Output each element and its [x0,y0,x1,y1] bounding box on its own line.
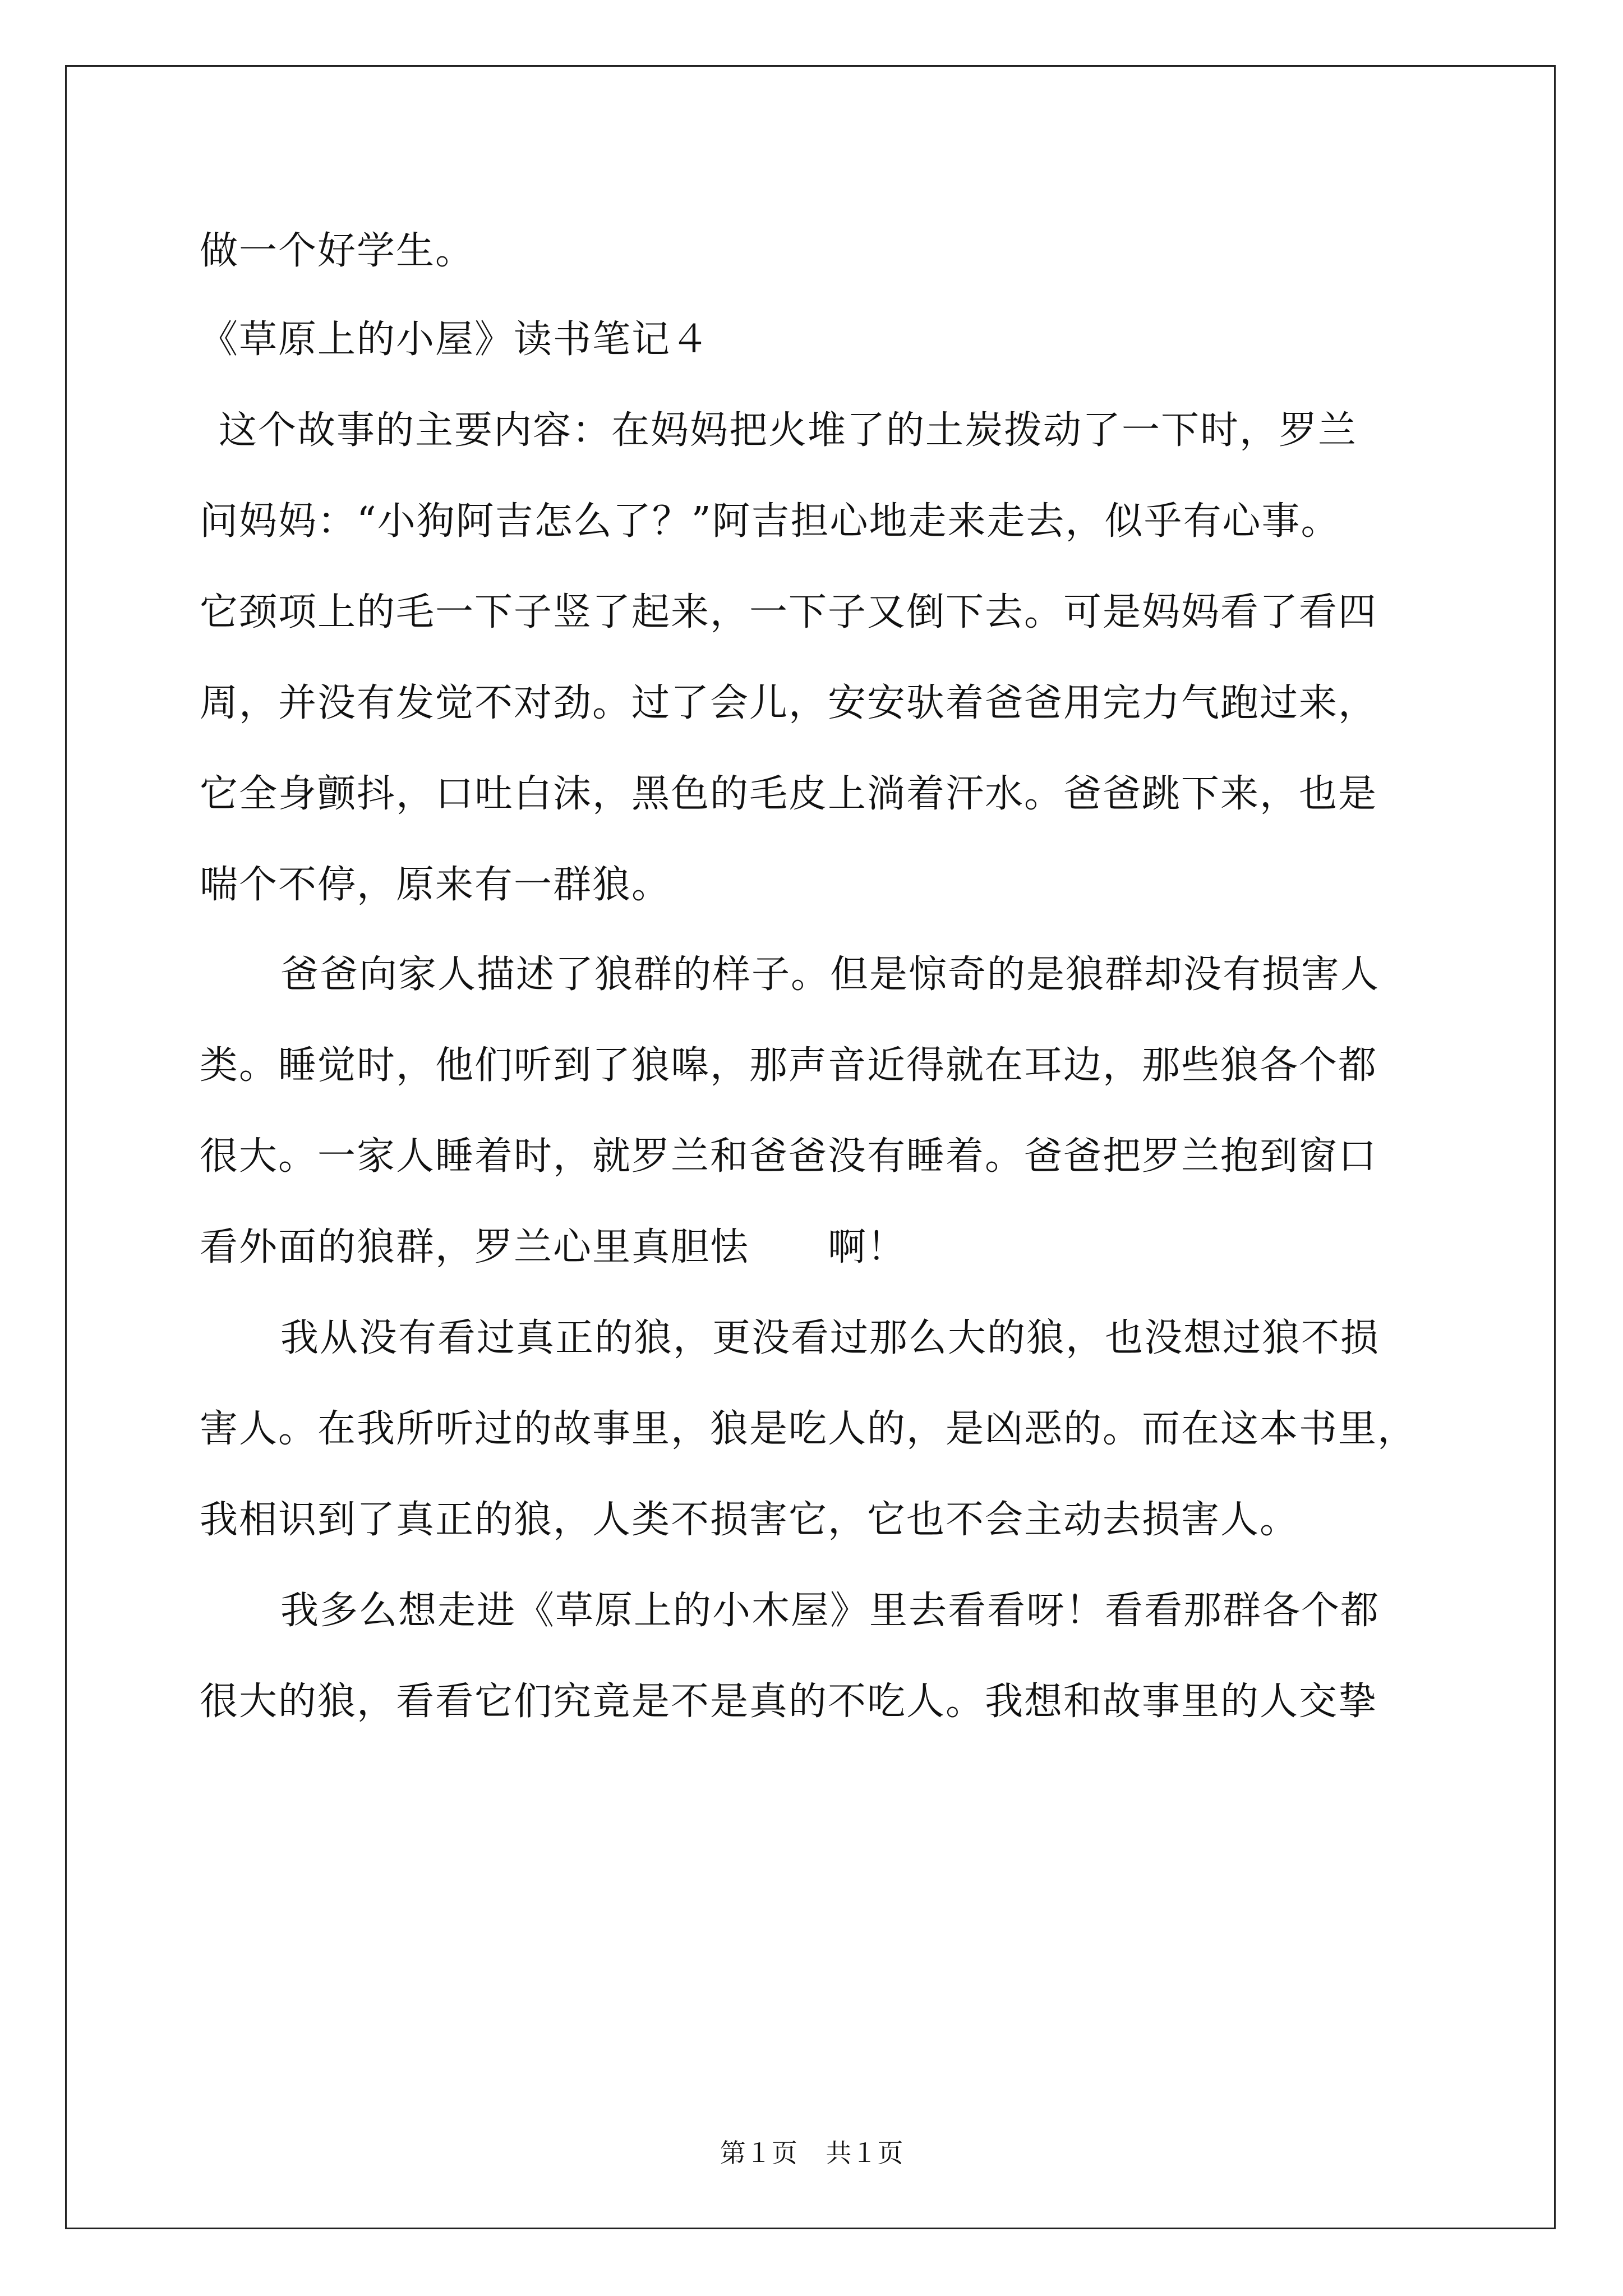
page-total: 共１页 [826,2138,903,2168]
text-line: 它颈项上的毛一下子竖了起来，一下子又倒下去。可是妈妈看了看四 [200,590,1378,634]
text-line: 爸爸向家人描述了狼群的样子。但是惊奇的是狼群却没有损害人 [280,953,1380,997]
text-line: 问妈妈：“小狗阿吉怎么了？”阿吉担心地走来走去，似乎有心事。 [200,499,1340,544]
text-line: 周，并没有发觉不对劲。过了会儿，安安驮着爸爸用完力气跑过来， [200,681,1378,725]
text-line: 它全身颤抖，口吐白沫，黑色的毛皮上淌着汗水。爸爸跳下来，也是 [200,772,1378,816]
text-line: 我多么想走进《草原上的小木屋》里去看看呀！看看那群各个都 [280,1589,1380,1633]
text-line: 类。睡觉时，他们听到了狼嗥，那声音近得就在耳边，那些狼各个都 [200,1043,1378,1088]
text-line: 很大。一家人睡着时，就罗兰和爸爸没有睡着。爸爸把罗兰抱到窗口 [200,1134,1378,1179]
page-footer [0,2137,1623,2169]
text-line: 我相识到了真正的狼，人类不损害它，它也不会主动去损害人。 [200,1498,1299,1542]
text-line: 害人。在我所听过的故事里，狼是吃人的，是凶恶的。而在这本书里， [200,1407,1417,1451]
section-heading: 《草原上的小屋》读书笔记４ [200,318,711,362]
page-number: 第１页 [720,2138,797,2168]
text-line: 喘个不停，原来有一群狼。 [200,863,671,907]
text-line: 很大的狼，看看它们究竟是不是真的不吃人。我想和故事里的人交挚 [200,1680,1378,1724]
text-line: 看外面的狼群，罗兰心里真胆怯 啊！ [200,1225,907,1269]
text-line: 做一个好学生。 [200,229,475,273]
text-line: 这个故事的主要内容：在妈妈把火堆了的土炭拨动了一下时，罗兰 [219,408,1358,453]
text-line: 我从没有看过真正的狼，更没看过那么大的狼，也没想过狼不损 [280,1316,1380,1360]
